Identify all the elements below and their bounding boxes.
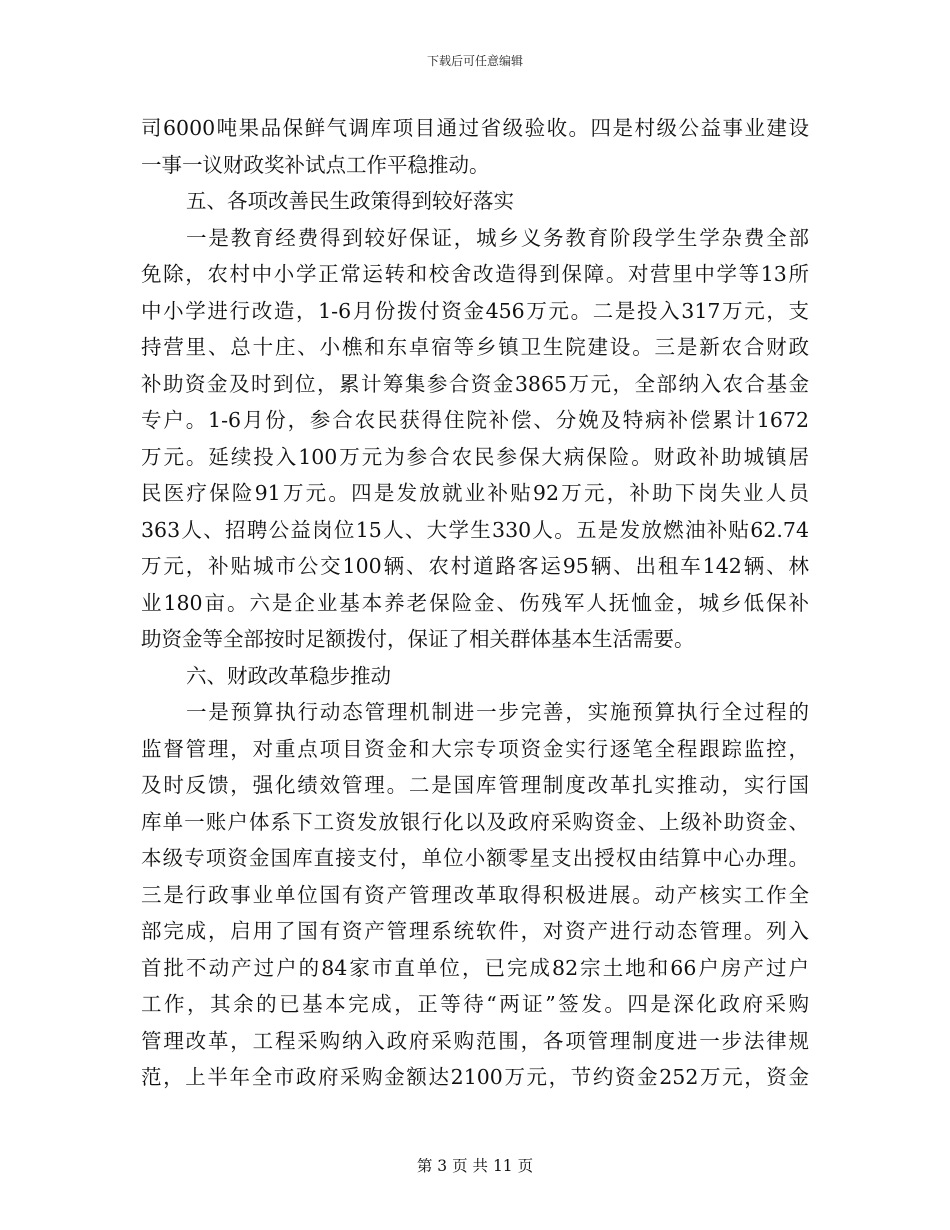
paragraph-line: 监督管理，对重点项目资金和大宗专项资金实行逐笔全程跟踪监控， — [141, 736, 809, 761]
paragraph-line: 管理改革，工程采购纳入政府采购范围，各项管理制度进一步法律规 — [141, 1028, 809, 1053]
paragraph-line: 及时反馈，强化绩效管理。二是国库管理制度改革扎实推动，实行国 — [141, 773, 809, 797]
paragraph-line: 业180亩。六是企业基本养老保险金、伤残军人抚恤金，城乡低保补 — [141, 590, 809, 615]
paragraph-line: 本级专项资金国库直接支付，单位小额零星支出授权由结算中心办理。 — [141, 846, 809, 870]
paragraph-line: 补助资金及时到位，累计筹集参合资金3865万元，全部纳入农合基金 — [141, 371, 809, 396]
paragraph-line: 库单一账户体系下工资发放银行化以及政府采购资金、上级补助资金、 — [141, 809, 809, 834]
paragraph-line: 万元。延续投入100万元为参合农民参保大病保险。财政补助城镇居 — [141, 444, 809, 469]
paragraph-line: 首批不动产过户的84家市直单位，已完成82宗土地和66户房产过户 — [141, 955, 809, 980]
paragraph-line: 一是预算执行动态管理机制进一步完善，实施预算执行全过程的 — [186, 700, 809, 724]
page-header: 下载后可任意编辑 — [426, 54, 523, 68]
paragraph-line: 一是教育经费得到较好保证，城乡义务教育阶段学生学杂费全部 — [186, 225, 809, 250]
paragraph-line: 助资金等全部按时足额拨付，保证了相关群体基本生活需要。 — [141, 627, 695, 651]
paragraph-line: 持营里、总十庄、小樵和东卓宿等乡镇卫生院建设。三是新农合财政 — [141, 335, 809, 359]
document-body — [141, 110, 809, 1096]
paragraph-line: 司6000吨果品保鲜气调库项目通过省级验收。四是村级公益事业建设 — [141, 116, 809, 140]
paragraph-line: 363人、招聘公益岗位15人、大学生330人。五是发放燃油补贴62.74 — [141, 517, 809, 542]
paragraph-line: 专户。1-6月份，参合农民获得住院补偿、分娩及特病补偿累计1672 — [141, 408, 809, 432]
page-footer: 第 3 页 共 11 页 — [416, 1157, 534, 1175]
paragraph-line: 免除，农村中小学正常运转和校舍改造得到保障。对营里中学等13所 — [141, 262, 809, 286]
paragraph-line: 工作，其余的已基本完成，正等待“两证”签发。四是深化政府采购 — [141, 992, 809, 1016]
paragraph-line: 范，上半年全市政府采购金额达2100万元，节约资金252万元，资金 — [141, 1065, 809, 1089]
paragraph-line: 民医疗保险91万元。四是发放就业补贴92万元，补助下岗失业人员 — [141, 481, 809, 505]
paragraph-line: 部完成，启用了国有资产管理系统软件，对资产进行动态管理。列入 — [141, 919, 809, 943]
section-heading: 六、财政改革稳步推动 — [186, 663, 391, 688]
paragraph-line: 万元，补贴城市公交100辆、农村道路客运95辆、出租车142辆、林 — [141, 554, 809, 578]
paragraph-line: 三是行政事业单位国有资产管理改革取得积极进展。动产核实工作全 — [141, 882, 809, 907]
paragraph-line: 中小学进行改造，1-6月份拨付资金456万元。二是投入317万元，支 — [141, 298, 809, 323]
paragraph-line: 一事一议财政奖补试点工作平稳推动。 — [141, 152, 490, 177]
section-heading: 五、各项改善民生政策得到较好落实 — [186, 189, 514, 213]
